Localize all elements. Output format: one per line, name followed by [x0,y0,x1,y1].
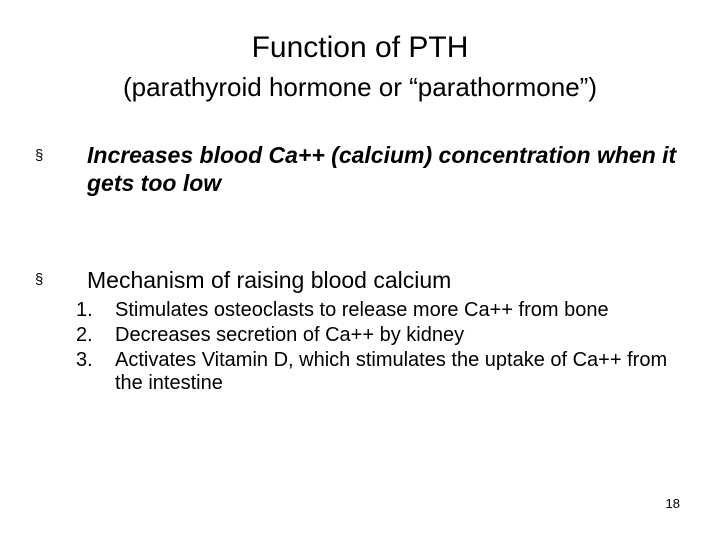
bullet-text: Increases blood Ca++ (calcium) concentration when it gets too low [87,142,677,196]
list-item-text: Decreases secretion of Ca++ by kidney [115,324,465,346]
bullet-marker: § [35,147,44,164]
list-item-text: Stimulates osteoclasts to release more Ca++ from bone [115,299,609,321]
list-item-number: 1. [76,299,93,321]
slide-subtitle: (parathyroid hormone or “parathormone”) [123,72,597,102]
list-item-number: 2. [76,324,93,346]
list-item [76,324,676,347]
slide-title: Function of PTH [251,31,469,64]
numbered-list [76,299,676,397]
list-item-text: Activates Vitamin D, which stimulates the uptake of Ca++ from the intestine [115,349,668,394]
list-item [76,299,676,322]
list-item-number: 3. [76,349,93,371]
list-item [76,349,676,395]
bullet-marker: § [35,271,44,288]
page-number: 18 [665,496,680,511]
bullet-text: Mechanism of raising blood calcium [87,267,452,293]
